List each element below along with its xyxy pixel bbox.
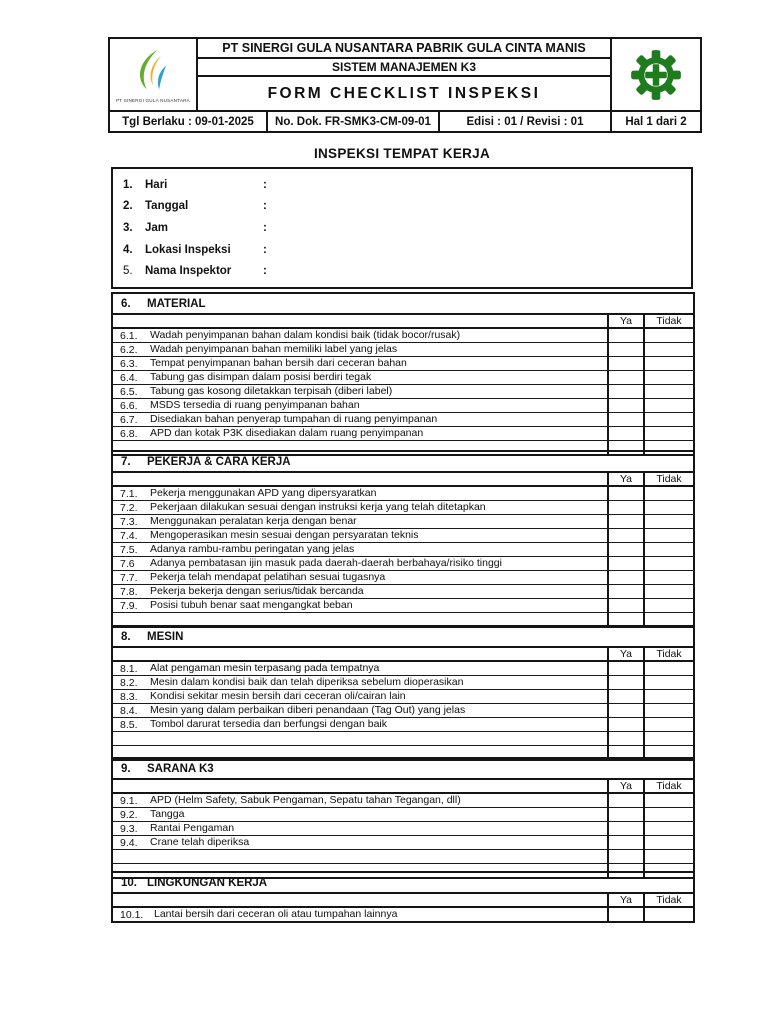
checklist-item-row xyxy=(112,690,694,704)
item-text: Pekerja menggunakan APD yang dipersyaratkan xyxy=(150,487,377,500)
ya-cell xyxy=(608,836,644,850)
item-text: Wadah penyimpanan bahan dalam kondisi baik (tidak bocor/rusak) xyxy=(150,329,461,342)
tidak-cell xyxy=(644,357,694,371)
item-text: Kondisi sekitar mesin bersih dari ceceran oli/cairan lain xyxy=(150,690,406,703)
item-text: Posisi tubuh benar saat mengangkat beban xyxy=(150,599,353,612)
tidak-cell xyxy=(644,793,694,808)
ya-cell xyxy=(608,399,644,413)
item-number: 6.5. xyxy=(120,385,138,398)
company-title: PT SINERGI GULA NUSANTARA PABRIK GULA CINTA MANIS xyxy=(198,39,610,59)
item-number: 7.3. xyxy=(120,515,138,528)
tidak-cell xyxy=(644,676,694,690)
tidak-cell xyxy=(644,599,694,613)
item-number: 7.5. xyxy=(120,543,138,556)
field-value xyxy=(267,222,691,234)
item-text: Mesin yang dalam perbaikan diberi penandaan (Tag Out) yang jelas xyxy=(150,704,466,717)
empty-row xyxy=(112,732,694,746)
item-text: Tangga xyxy=(150,808,185,821)
form-header xyxy=(108,37,702,133)
item-text: Alat pengaman mesin terpasang pada tempatnya xyxy=(150,662,380,675)
item-number: 9.4. xyxy=(120,836,138,849)
tidak-cell xyxy=(644,585,694,599)
checklist-item-row xyxy=(112,557,694,571)
section-title xyxy=(112,451,694,472)
item-number: 9.3. xyxy=(120,822,138,835)
checklist-item-row xyxy=(112,328,694,343)
yes-column-header: Ya xyxy=(608,893,644,907)
field-colon: : xyxy=(263,243,267,256)
field-colon: : xyxy=(263,200,267,213)
item-number: 9.1. xyxy=(120,794,138,807)
field-label: Hari xyxy=(145,178,168,191)
form-title: FORM CHECKLIST INSPEKSI xyxy=(267,84,541,102)
checklist-item-row xyxy=(112,836,694,850)
tidak-cell xyxy=(644,907,694,922)
ya-cell xyxy=(608,413,644,427)
item-number: 8.2. xyxy=(120,676,138,689)
tidak-cell xyxy=(644,850,694,864)
ya-cell xyxy=(608,343,644,357)
checklist-item-row xyxy=(112,661,694,676)
ya-cell xyxy=(608,676,644,690)
item-number: 9.2. xyxy=(120,808,138,821)
item-number: 7.7. xyxy=(120,571,138,584)
tidak-cell xyxy=(644,371,694,385)
field-value xyxy=(267,265,691,277)
field-label: Jam xyxy=(145,221,169,234)
item-text: APD dan kotak P3K disediakan dalam ruang penyimpanan xyxy=(150,427,424,440)
section-title-text: LINGKUNGAN KERJA xyxy=(147,876,268,889)
checklist-item-row xyxy=(112,343,694,357)
yes-column-header: Ya xyxy=(608,647,644,661)
ya-cell xyxy=(608,328,644,343)
tidak-cell xyxy=(644,704,694,718)
checklist-item-row xyxy=(112,571,694,585)
logo-caption: PT SINERGI GULA NUSANTARA xyxy=(116,97,190,103)
item-number: 7.9. xyxy=(120,599,138,612)
item-text: Tabung gas disimpan dalam posisi berdiri tegak xyxy=(150,371,372,384)
field-tanggal xyxy=(113,200,691,212)
item-text: Adanya pembatasan ijin masuk pada daerah-daerah berbahaya/risiko tinggi xyxy=(150,557,502,570)
item-text: Adanya rambu-rambu peringatan yang jelas xyxy=(150,543,355,556)
ya-cell xyxy=(608,557,644,571)
item-number: 6.4. xyxy=(120,371,138,384)
effective-date: Tgl Berlaku : 09-01-2025 xyxy=(110,112,268,131)
yes-no-header-row xyxy=(112,472,694,486)
ya-cell xyxy=(608,732,644,746)
field-label: Nama Inspektor xyxy=(145,265,232,278)
company-logo xyxy=(110,39,198,110)
item-text: Disediakan bahan penyerap tumpahan di ruang penyimpanan xyxy=(150,413,438,426)
ya-cell xyxy=(608,501,644,515)
tidak-cell xyxy=(644,529,694,543)
checklist-item-row xyxy=(112,357,694,371)
tidak-cell xyxy=(644,557,694,571)
tidak-cell xyxy=(644,515,694,529)
field-number: 1. xyxy=(123,178,133,191)
item-text: Tombol darurat tersedia dan berfungsi dengan baik xyxy=(150,718,387,731)
item-number: 6.6. xyxy=(120,399,138,412)
tidak-cell xyxy=(644,732,694,746)
tidak-cell xyxy=(644,486,694,501)
section-title xyxy=(112,293,694,314)
no-column-header: Tidak xyxy=(644,314,694,328)
checklist-item-row xyxy=(112,385,694,399)
yes-column-header: Ya xyxy=(608,779,644,793)
ya-cell xyxy=(608,850,644,864)
ya-cell xyxy=(608,808,644,822)
field-nama-inspektor xyxy=(113,265,691,277)
item-number: 6.8. xyxy=(120,427,138,440)
field-value xyxy=(267,244,691,256)
field-colon: : xyxy=(263,178,267,191)
tidak-cell xyxy=(644,718,694,732)
checklist-item-row xyxy=(112,599,694,613)
ya-cell xyxy=(608,529,644,543)
item-text: Pekerja bekerja dengan serius/tidak bercanda xyxy=(150,585,364,598)
tidak-cell xyxy=(644,661,694,676)
tidak-cell xyxy=(644,808,694,822)
field-label: Tanggal xyxy=(145,200,189,213)
item-number: 7.6 xyxy=(120,557,135,570)
field-number: 5. xyxy=(123,265,133,278)
company-logo-icon xyxy=(122,47,184,97)
checklist-item-row xyxy=(112,399,694,413)
tidak-cell xyxy=(644,328,694,343)
no-column-header: Tidak xyxy=(644,647,694,661)
tidak-cell xyxy=(644,690,694,704)
item-text: Pekerja telah mendapat pelatihan sesuai tugasnya xyxy=(150,571,386,584)
yes-no-header-row xyxy=(112,314,694,328)
checklist-item-row xyxy=(112,907,694,922)
section-number: 9. xyxy=(121,762,131,775)
ya-cell xyxy=(608,427,644,441)
checklist-item-row xyxy=(112,486,694,501)
tidak-cell xyxy=(644,571,694,585)
section-title-text: SARANA K3 xyxy=(147,762,214,775)
ya-cell xyxy=(608,822,644,836)
section-title xyxy=(112,872,694,893)
field-value xyxy=(267,200,691,212)
ya-cell xyxy=(608,571,644,585)
section-title-text: MATERIAL xyxy=(147,297,206,310)
yes-column-header: Ya xyxy=(608,314,644,328)
field-lokasi-inspeksi xyxy=(113,244,691,256)
field-colon: : xyxy=(263,265,267,278)
item-number: 8.1. xyxy=(120,662,138,675)
system-title: SISTEM MANAJEMEN K3 xyxy=(198,59,610,77)
item-text: Menggunakan peralatan kerja dengan benar xyxy=(150,515,357,528)
ya-cell xyxy=(608,907,644,922)
ya-cell xyxy=(608,704,644,718)
item-number: 7.8. xyxy=(120,585,138,598)
field-number: 4. xyxy=(123,243,133,256)
item-number: 7.1. xyxy=(120,487,138,500)
ya-cell xyxy=(608,357,644,371)
section-sarana-k3 xyxy=(111,757,695,879)
item-text: Wadah penyimpanan bahan memiliki label yang jelas xyxy=(150,343,398,356)
tidak-cell xyxy=(644,413,694,427)
section-number: 7. xyxy=(121,455,131,468)
tidak-cell xyxy=(644,836,694,850)
item-number: 8.5. xyxy=(120,718,138,731)
item-text: Crane telah diperiksa xyxy=(150,836,250,849)
item-text: Mengoperasikan mesin sesuai dengan persyaratan teknis xyxy=(150,529,419,542)
field-label: Lokasi Inspeksi xyxy=(145,243,231,256)
tidak-cell xyxy=(644,543,694,557)
document-number: No. Dok. FR-SMK3-CM-09-01 xyxy=(268,112,440,131)
checklist-item-row xyxy=(112,704,694,718)
checklist-item-row xyxy=(112,371,694,385)
checklist-item-row xyxy=(112,822,694,836)
item-text: Lantai bersih dari ceceran oli atau tumpahan lainnya xyxy=(154,908,398,921)
item-text: Tempat penyimpanan bahan bersih dari ceceran bahan xyxy=(150,357,407,370)
checklist-item-row xyxy=(112,585,694,599)
document-meta-row xyxy=(110,110,700,131)
section-title xyxy=(112,758,694,779)
tidak-cell xyxy=(644,343,694,357)
item-number: 8.3. xyxy=(120,690,138,703)
ya-cell xyxy=(608,543,644,557)
item-text: Mesin dalam kondisi baik dan telah diperiksa sebelum dioperasikan xyxy=(150,676,464,689)
section-number: 6. xyxy=(121,297,131,310)
section-number: 10. xyxy=(121,876,137,889)
ya-cell xyxy=(608,486,644,501)
page-indicator: Hal 1 dari 2 xyxy=(625,115,687,128)
yes-no-header-row xyxy=(112,893,694,907)
checklist-item-row xyxy=(112,676,694,690)
k3-gear-emblem xyxy=(610,39,700,110)
inspection-info-box xyxy=(111,167,693,289)
tidak-cell xyxy=(644,427,694,441)
item-number: 6.2. xyxy=(120,343,138,356)
checklist-item-row xyxy=(112,413,694,427)
item-number: 6.1. xyxy=(120,329,138,342)
tidak-cell xyxy=(644,399,694,413)
tidak-cell xyxy=(644,822,694,836)
field-hari xyxy=(113,179,691,191)
no-column-header: Tidak xyxy=(644,472,694,486)
item-text: APD (Helm Safety, Sabuk Pengaman, Sepatu tahan Tegangan, dll) xyxy=(150,794,461,807)
checklist-item-row xyxy=(112,427,694,441)
ya-cell xyxy=(608,793,644,808)
safety-gear-icon xyxy=(629,48,683,102)
yes-column-header: Ya xyxy=(608,472,644,486)
edition-revision: Edisi : 01 / Revisi : 01 xyxy=(440,112,612,131)
checklist-item-row xyxy=(112,793,694,808)
section-lingkungan-kerja xyxy=(111,871,695,923)
ya-cell xyxy=(608,371,644,385)
item-number: 7.2. xyxy=(120,501,138,514)
section-number: 8. xyxy=(121,630,131,643)
no-column-header: Tidak xyxy=(644,779,694,793)
item-text: Tabung gas kosong diletakkan terpisah (diberi label) xyxy=(150,385,393,398)
item-number: 7.4. xyxy=(120,529,138,542)
field-colon: : xyxy=(263,221,267,234)
ya-cell xyxy=(608,385,644,399)
yes-no-header-row xyxy=(112,647,694,661)
ya-cell xyxy=(608,661,644,676)
ya-cell xyxy=(608,599,644,613)
field-number: 3. xyxy=(123,221,133,234)
no-column-header: Tidak xyxy=(644,893,694,907)
checklist-item-row xyxy=(112,808,694,822)
ya-cell xyxy=(608,515,644,529)
checklist-item-row xyxy=(112,718,694,732)
item-text: MSDS tersedia di ruang penyimpanan bahan xyxy=(150,399,360,412)
field-jam xyxy=(113,222,691,234)
empty-row xyxy=(112,850,694,864)
item-number: 6.7. xyxy=(120,413,138,426)
field-number: 2. xyxy=(123,200,133,213)
tidak-cell xyxy=(644,385,694,399)
checklist-item-row xyxy=(112,543,694,557)
field-value xyxy=(267,179,691,191)
section-title xyxy=(112,626,694,647)
yes-no-header-row xyxy=(112,779,694,793)
tidak-cell xyxy=(644,501,694,515)
section-mesin xyxy=(111,625,695,761)
item-text: Pekerjaan dilakukan sesuai dengan instruksi kerja yang telah ditetapkan xyxy=(150,501,486,514)
item-text: Rantai Pengaman xyxy=(150,822,235,835)
checklist-item-row xyxy=(112,515,694,529)
checklist-item-row xyxy=(112,501,694,515)
ya-cell xyxy=(608,690,644,704)
ya-cell xyxy=(608,585,644,599)
section-title-text: PEKERJA & CARA KERJA xyxy=(147,455,291,468)
item-number: 6.3. xyxy=(120,357,138,370)
ya-cell xyxy=(608,718,644,732)
checklist-item-row xyxy=(112,529,694,543)
item-number: 10.1. xyxy=(120,908,144,921)
page-title: INSPEKSI TEMPAT KERJA xyxy=(313,146,491,161)
item-number: 8.4. xyxy=(120,704,138,717)
section-pekerja-cara-kerja xyxy=(111,450,695,628)
section-material xyxy=(111,292,695,456)
section-title-text: MESIN xyxy=(147,630,184,643)
